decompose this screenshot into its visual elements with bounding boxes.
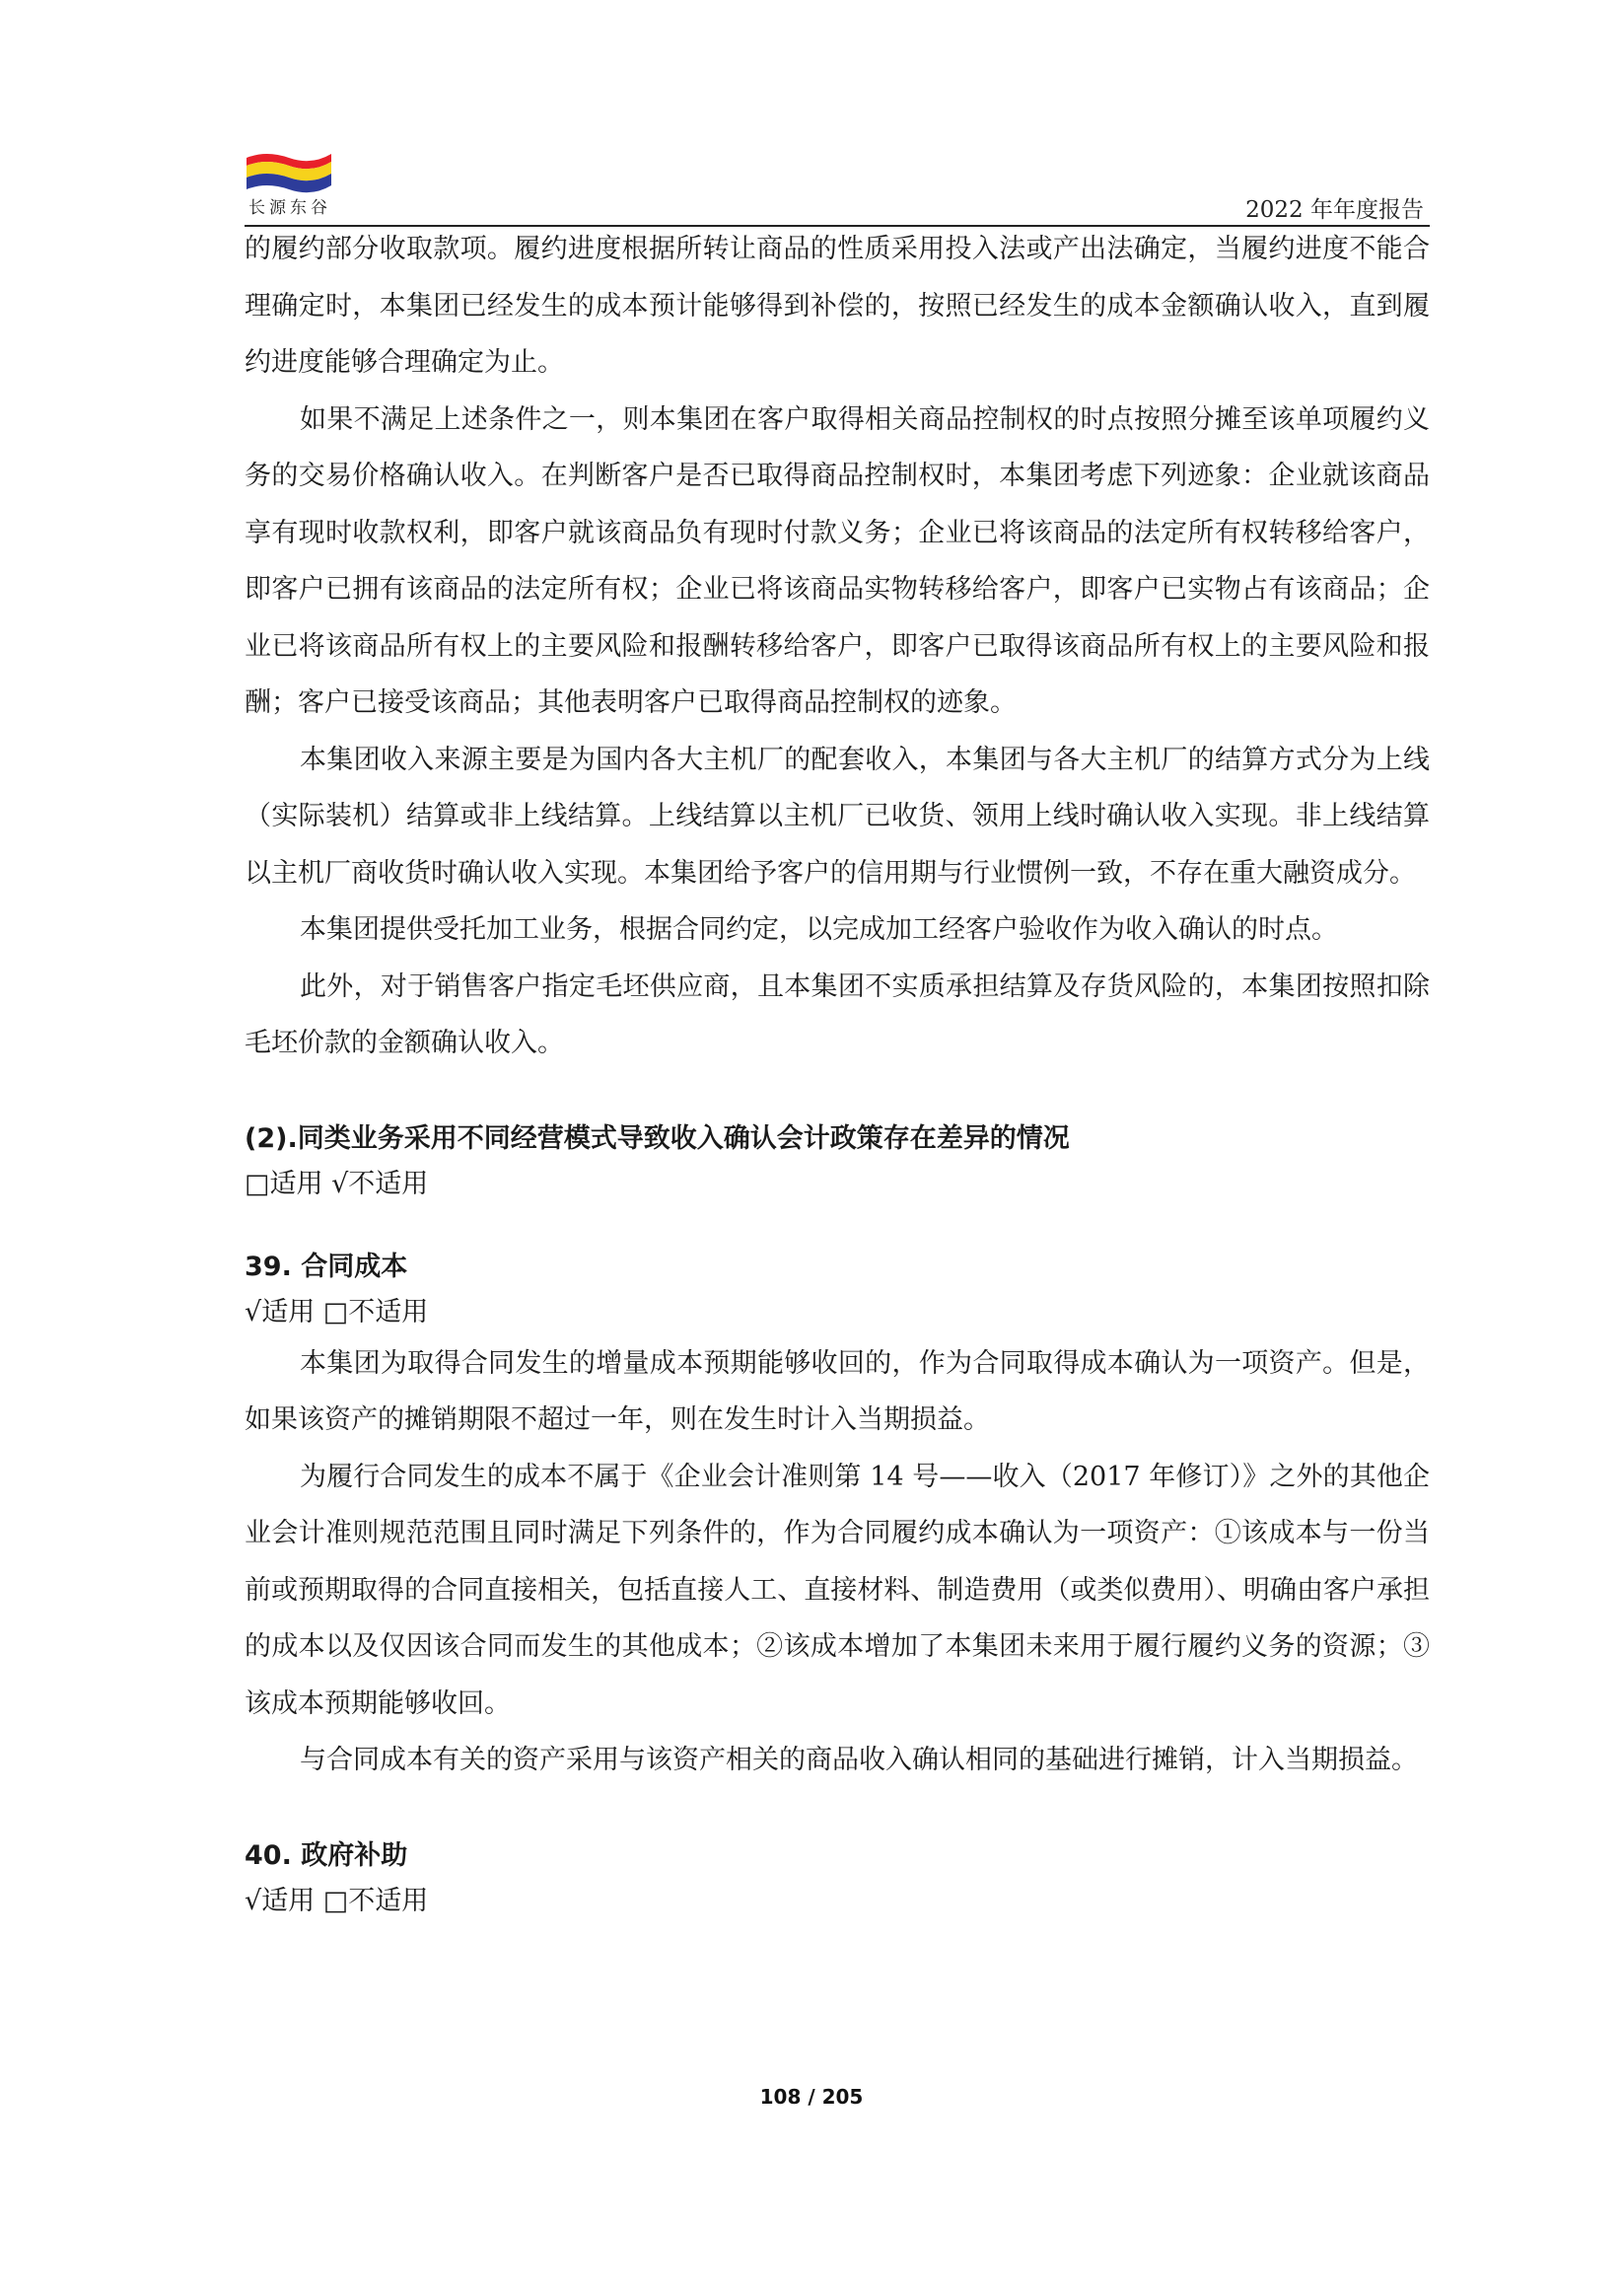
report-title: 2022 年年度报告 <box>1245 197 1424 223</box>
section-heading-39: 39. 合同成本 <box>245 1251 408 1282</box>
spacer <box>245 1789 1430 1833</box>
paragraph: 本集团为取得合同发生的增量成本预期能够收回的，作为合同取得成本确认为一项资产。但是，如果该资产的摊销期限不超过一年，则在发生时计入当期损益。 <box>245 1347 1430 1435</box>
document-body <box>245 221 1430 1924</box>
applicability-checks: √适用 □不适用 <box>245 1885 429 1916</box>
paragraph: 为履行合同发生的成本不属于《企业会计准则第 14 号——收入（2017 年修订）》之外的其他企业会计准则规范范围且同时满足下列条件的，作为合同履约成本确认为一项资产：①该成本与一份当前或预期取得的合同直接相关，包括直接人工、直接材料、制造费用（或类似费用）、明确由客户承担的成本以及仅因该合同而发生的其他成本；②该成本增加了本集团未来用于履行履约义务的资源；③该成本预期能够收回。 <box>245 1461 1430 1719</box>
paragraph: 如果不满足上述条件之一，则本集团在客户取得相关商品控制权的时点按照分摊至该单项履约义务的交易价格确认收入。在判断客户是否已取得商品控制权时，本集团考虑下列迹象：企业就该商品享有现时收款权利，即客户就该商品负有现时付款义务；企业已将该商品的法定所有权转移给客户，即客户已拥有该商品的法定所有权；企业已将该商品实物转移给客户，即客户已实物占有该商品；企业已将该商品所有权上的主要风险和报酬转移给客户，即客户已取得该商品所有权上的主要风险和报酬；客户已接受该商品；其他表明客户已取得商品控制权的迹象。 <box>245 403 1430 718</box>
paragraph: 与合同成本有关的资产采用与该资产相关的商品收入确认相同的基础进行摊销，计入当期损益。 <box>300 1745 1418 1775</box>
paragraph: 此外，对于销售客户指定毛坯供应商，且本集团不实质承担结算及存货风险的，本集团按照扣除毛坯价款的金额确认收入。 <box>245 970 1430 1058</box>
paragraph: 本集团收入来源主要是为国内各大主机厂的配套收入，本集团与各大主机厂的结算方式分为上线（实际装机）结算或非上线结算。上线结算以主机厂已收货、领用上线时确认收入实现。非上线结算以主机厂商收货时确认收入实现。本集团给予客户的信用期与行业惯例一致，不存在重大融资成分。 <box>245 744 1430 889</box>
spacer <box>245 1207 1430 1245</box>
section-heading-2: (2).同类业务采用不同经营模式导致收入确认会计政策存在差异的情况 <box>245 1122 1070 1154</box>
applicability-checks: □适用 √不适用 <box>245 1168 429 1199</box>
spacer <box>245 1072 1430 1116</box>
paragraph: 的履约部分收取款项。履约进度根据所转让商品的性质采用投入法或产出法确定，当履约进度不能合理确定时，本集团已经发生的成本预计能够得到补偿的，按照已经发生的成本金额确认收入，直到履约进度能够合理确定为止。 <box>245 234 1430 378</box>
applicability-checks: √适用 □不适用 <box>245 1296 429 1327</box>
paragraph: 本集团提供受托加工业务，根据合同约定，以完成加工经客户验收作为收入确认的时点。 <box>300 914 1338 945</box>
logo-text: 长源东谷 <box>248 198 331 218</box>
page-number: 108 / 205 <box>759 2085 864 2109</box>
section-heading-40: 40. 政府补助 <box>245 1839 408 1871</box>
